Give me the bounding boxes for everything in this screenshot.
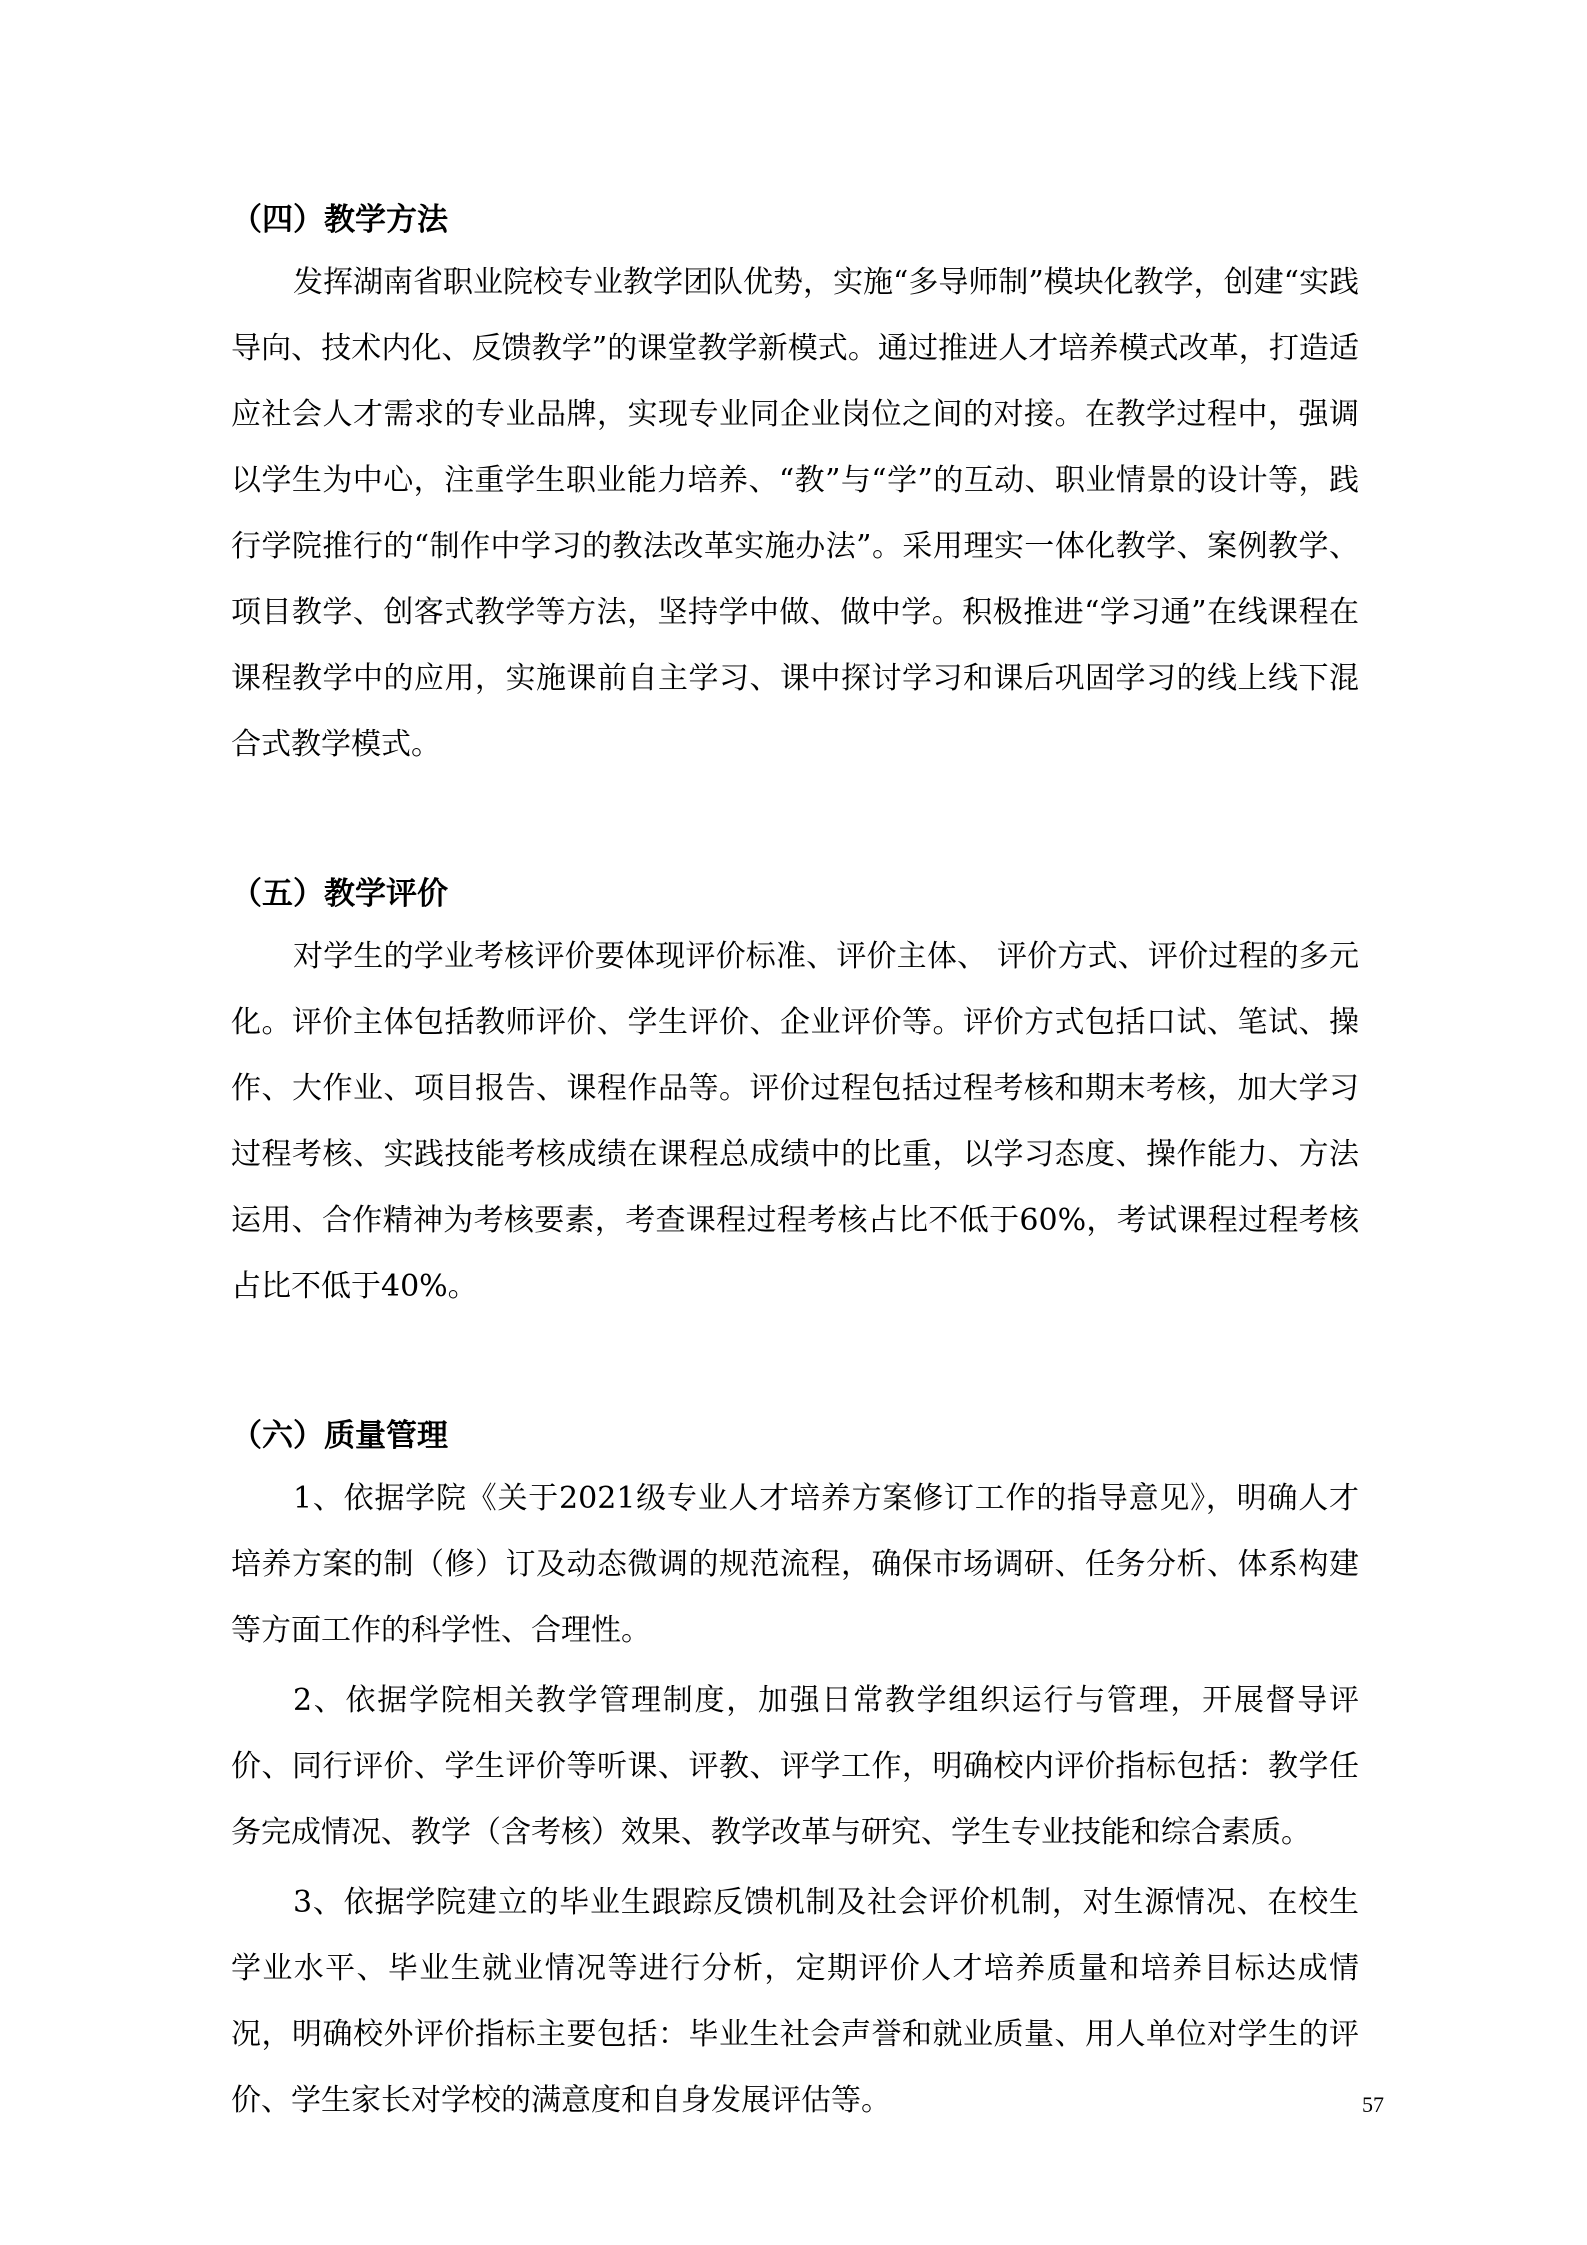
paragraph: 3、依据学院建立的毕业生跟踪反馈机制及社会评价机制，对生源情况、在校生学业水平、毕业生就业情况等进行分析，定期评价人才培养质量和培养目标达成情况，明确校外评价指标主要包括：毕业生社会声誉和就业质量、用人单位对学生的评价、学生家长对学校的满意度和自身发展评估等。	[231, 1885, 1359, 2118]
section-heading: （六）质量管理	[231, 1418, 448, 1454]
paragraph: 对学生的学业考核评价要体现评价标准、评价主体、 评价方式、评价过程的多元化。评价主体包括教师评价、学生评价、企业评价等。评价方式包括口试、笔试、操作、大作业、项目报告、课程作品等。评价过程包括过程考核和期末考核，加大学习过程考核、实践技能考核成绩在课程总成绩中的比重，以学习态度、操作能力、方法运用、合作精神为考核要素，考查课程过程考核占比不低于60%，考试课程过程考核占比不低于40%。	[231, 939, 1359, 1304]
section-teaching-methods	[231, 190, 1359, 778]
section-teaching-evaluation	[231, 864, 1359, 1320]
page-content	[231, 190, 1359, 2134]
page-number: 57	[1362, 2092, 1384, 2117]
section-heading: （四）教学方法	[231, 202, 448, 238]
section-quality-management	[231, 1406, 1359, 2134]
paragraph: 2、依据学院相关教学管理制度，加强日常教学组织运行与管理，开展督导评价、同行评价、学生评价等听课、评教、评学工作，明确校内评价指标包括：教学任务完成情况、教学（含考核）效果、教学改革与研究、学生专业技能和综合素质。	[231, 1683, 1359, 1850]
paragraph: 1、依据学院《关于2021级专业人才培养方案修订工作的指导意见》，明确人才培养方案的制（修）订及动态微调的规范流程，确保市场调研、任务分析、体系构建等方面工作的科学性、合理性。	[231, 1481, 1359, 1648]
section-spacer	[231, 778, 1359, 864]
paragraph: 发挥湖南省职业院校专业教学团队优势，实施“多导师制”模块化教学，创建“实践导向、技术内化、反馈教学”的课堂教学新模式。通过推进人才培养模式改革，打造适应社会人才需求的专业品牌，实现专业同企业岗位之间的对接。在教学过程中，强调以学生为中心，注重学生职业能力培养、“教”与“学”的互动、职业情景的设计等，践行学院推行的“制作中学习的教法改革实施办法”。采用理实一体化教学、案例教学、项目教学、创客式教学等方法，坚持学中做、做中学。积极推进“学习通”在线课程在课程教学中的应用，实施课前自主学习、课中探讨学习和课后巩固学习的线上线下混合式教学模式。	[231, 265, 1360, 762]
section-spacer	[231, 1320, 1359, 1406]
section-heading: （五）教学评价	[231, 876, 448, 912]
